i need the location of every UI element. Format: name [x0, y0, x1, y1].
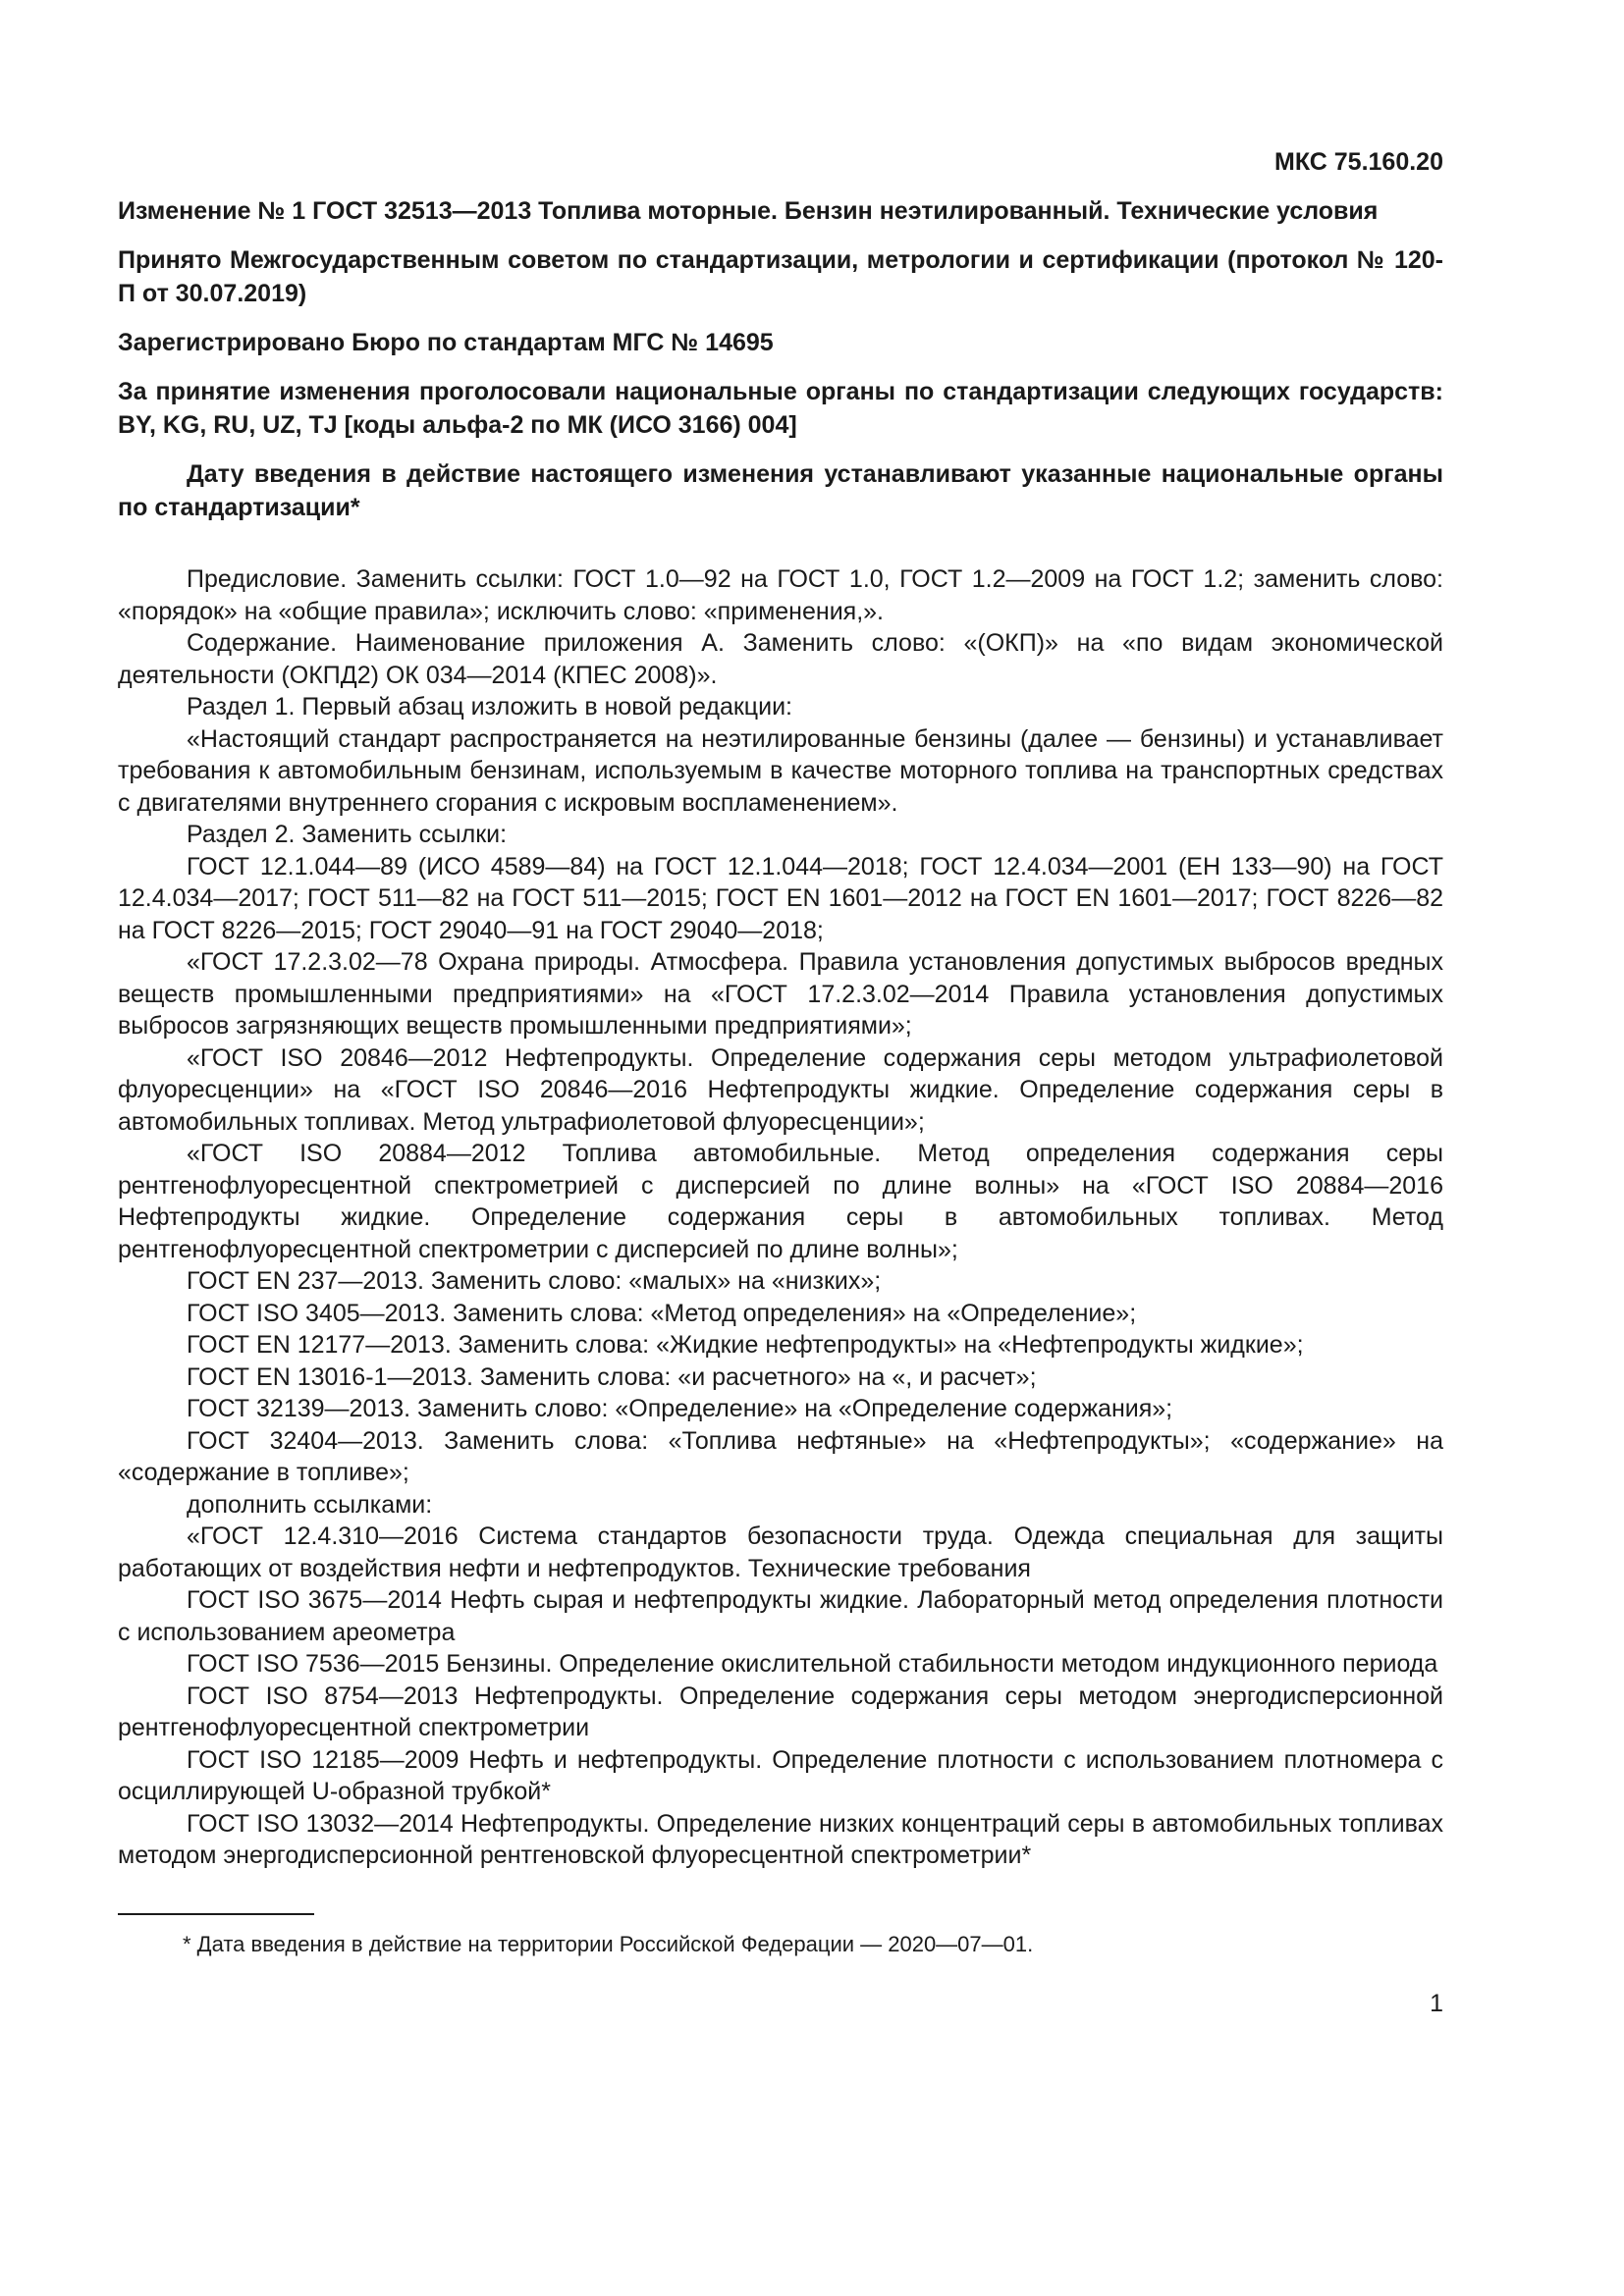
- paragraph: ГОСТ EN 13016-1—2013. Заменить слова: «и расчетного» на «, и расчет»;: [187, 1362, 1037, 1391]
- paragraph: ГОСТ EN 12177—2013. Заменить слова: «Жидкие нефтепродукты» на «Нефтепродукты жидкие»;: [187, 1331, 1304, 1359]
- amendment-body: [118, 563, 1443, 1872]
- page-number: 1: [1430, 1990, 1443, 2017]
- adoption-note: Принято Межгосударственным советом по стандартизации, метрологии и сертификации (протокол № 120-П от 30.07.2019): [118, 246, 1443, 307]
- paragraph: ГОСТ 12.1.044—89 (ИСО 4589—84) на ГОСТ 12.1.044—2018; ГОСТ 12.4.034—2001 (ЕН 133—90) на ГОСТ 12.4.034—2017; ГОСТ 511—82 на ГОСТ 511—2015; ГОСТ EN 1601—2012 на ГОСТ EN 1601—2017; ГОСТ 8226—82 на ГОСТ 8226—2015; ГОСТ 29040—91 на ГОСТ 29040—2018;: [118, 852, 1443, 944]
- paragraph: ГОСТ ISO 8754—2013 Нефтепродукты. Определение содержания серы методом энергодисперсионной рентгенофлуоресцентной спектрометрии: [118, 1682, 1443, 1741]
- mks-code: МКС 75.160.20: [1274, 148, 1443, 176]
- paragraph: «Настоящий стандарт распространяется на неэтилированные бензины (далее — бензины) и устанавливает требования к автомобильным бензинам, используемым в качестве моторного топлива на транспортных средствах с двигателями внутреннего сгорания с искровым воспламенением».: [118, 724, 1443, 817]
- paragraph: ГОСТ ISO 3405—2013. Заменить слова: «Метод определения» на «Определение»;: [187, 1299, 1137, 1327]
- footnote-divider: [118, 1913, 314, 1915]
- paragraph: ГОСТ ISO 12185—2009 Нефть и нефтепродукты. Определение плотности с использованием плотномера с осциллирующей U-образной трубкой*: [118, 1745, 1443, 1805]
- paragraph: «ГОСТ 17.2.3.02—78 Охрана природы. Атмосфера. Правила установления допустимых выбросов вредных веществ промышленными предприятиями» на «ГОСТ 17.2.3.02—2014 Правила установления допустимых выбросов загрязняющих веществ промышленными предприятиями»;: [118, 948, 1443, 1040]
- paragraph: ГОСТ 32404—2013. Заменить слова: «Топлива нефтяные» на «Нефтепродукты»; «содержание» на «содержание в топливе»;: [118, 1426, 1443, 1486]
- paragraph: ГОСТ ISO 7536—2015 Бензины. Определение окислительной стабильности методом индукционного периода: [187, 1650, 1438, 1678]
- effective-date-note: Дату введения в действие настоящего изменения устанавливают указанные национальные органы по стандартизации*: [118, 460, 1443, 521]
- voting-note: За принятие изменения проголосовали национальные органы по стандартизации следующих государств: BY, KG, RU, UZ, TJ [коды альфа-2 по МК (ИСО 3166) 004]: [118, 378, 1443, 439]
- paragraph: ГОСТ EN 237—2013. Заменить слово: «малых» на «низких»;: [187, 1267, 882, 1295]
- footnote: * Дата введения в действие на территории Российской Федерации — 2020—07—01.: [183, 1932, 1034, 1956]
- paragraph: Содержание. Наименование приложения А. Заменить слово: «(ОКП)» на «по видам экономической деятельности (ОКПД2) ОК 034—2014 (КПЕС 2008)».: [118, 629, 1443, 689]
- paragraph: дополнить ссылками:: [187, 1490, 433, 1519]
- document-page: [118, 145, 1443, 1872]
- paragraph: «ГОСТ ISO 20884—2012 Топлива автомобильные. Метод определения содержания серы рентгенофлуоресцентной спектрометрией с дисперсией по длине волны» на «ГОСТ ISO 20884—2016 Нефтепродукты жидкие. Определение содержания серы в автомобильных топливах. Метод рентгенофлуоресцентной спектрометрии с дисперсией по длине волны»;: [118, 1140, 1443, 1263]
- paragraph: ГОСТ ISO 3675—2014 Нефть сырая и нефтепродукты жидкие. Лабораторный метод определения плотности с использованием ареометра: [118, 1586, 1443, 1646]
- paragraph: ГОСТ 32139—2013. Заменить слово: «Определение» на «Определение содержания»;: [187, 1395, 1173, 1422]
- paragraph: Предисловие. Заменить ссылки: ГОСТ 1.0—92 на ГОСТ 1.0, ГОСТ 1.2—2009 на ГОСТ 1.2; заменить слово: «порядок» на «общие правила»; исключить слово: «применения,».: [118, 565, 1443, 625]
- paragraph: «ГОСТ ISO 20846—2012 Нефтепродукты. Определение содержания серы методом ультрафиолетовой флуоресценции» на «ГОСТ ISO 20846—2016 Нефтепродукты жидкие. Определение содержания серы в автомобильных топливах. Метод ультрафиолетовой флуоресценции»;: [118, 1043, 1443, 1136]
- registration-note: Зарегистрировано Бюро по стандартам МГС № 14695: [118, 329, 774, 356]
- paragraph: ГОСТ ISO 13032—2014 Нефтепродукты. Определение низких концентраций серы в автомобильных топливах методом энергодисперсионной рентгеновской флуоресцентной спектрометрии*: [118, 1809, 1443, 1869]
- amendment-title: Изменение № 1 ГОСТ 32513—2013 Топлива моторные. Бензин неэтилированный. Технические условия: [118, 197, 1379, 225]
- paragraph: Раздел 2. Заменить ссылки:: [187, 821, 508, 848]
- paragraph: «ГОСТ 12.4.310—2016 Система стандартов безопасности труда. Одежда специальная для защиты работающих от воздействия нефти и нефтепродуктов. Технические требования: [118, 1522, 1443, 1582]
- paragraph: Раздел 1. Первый абзац изложить в новой редакции:: [187, 693, 792, 721]
